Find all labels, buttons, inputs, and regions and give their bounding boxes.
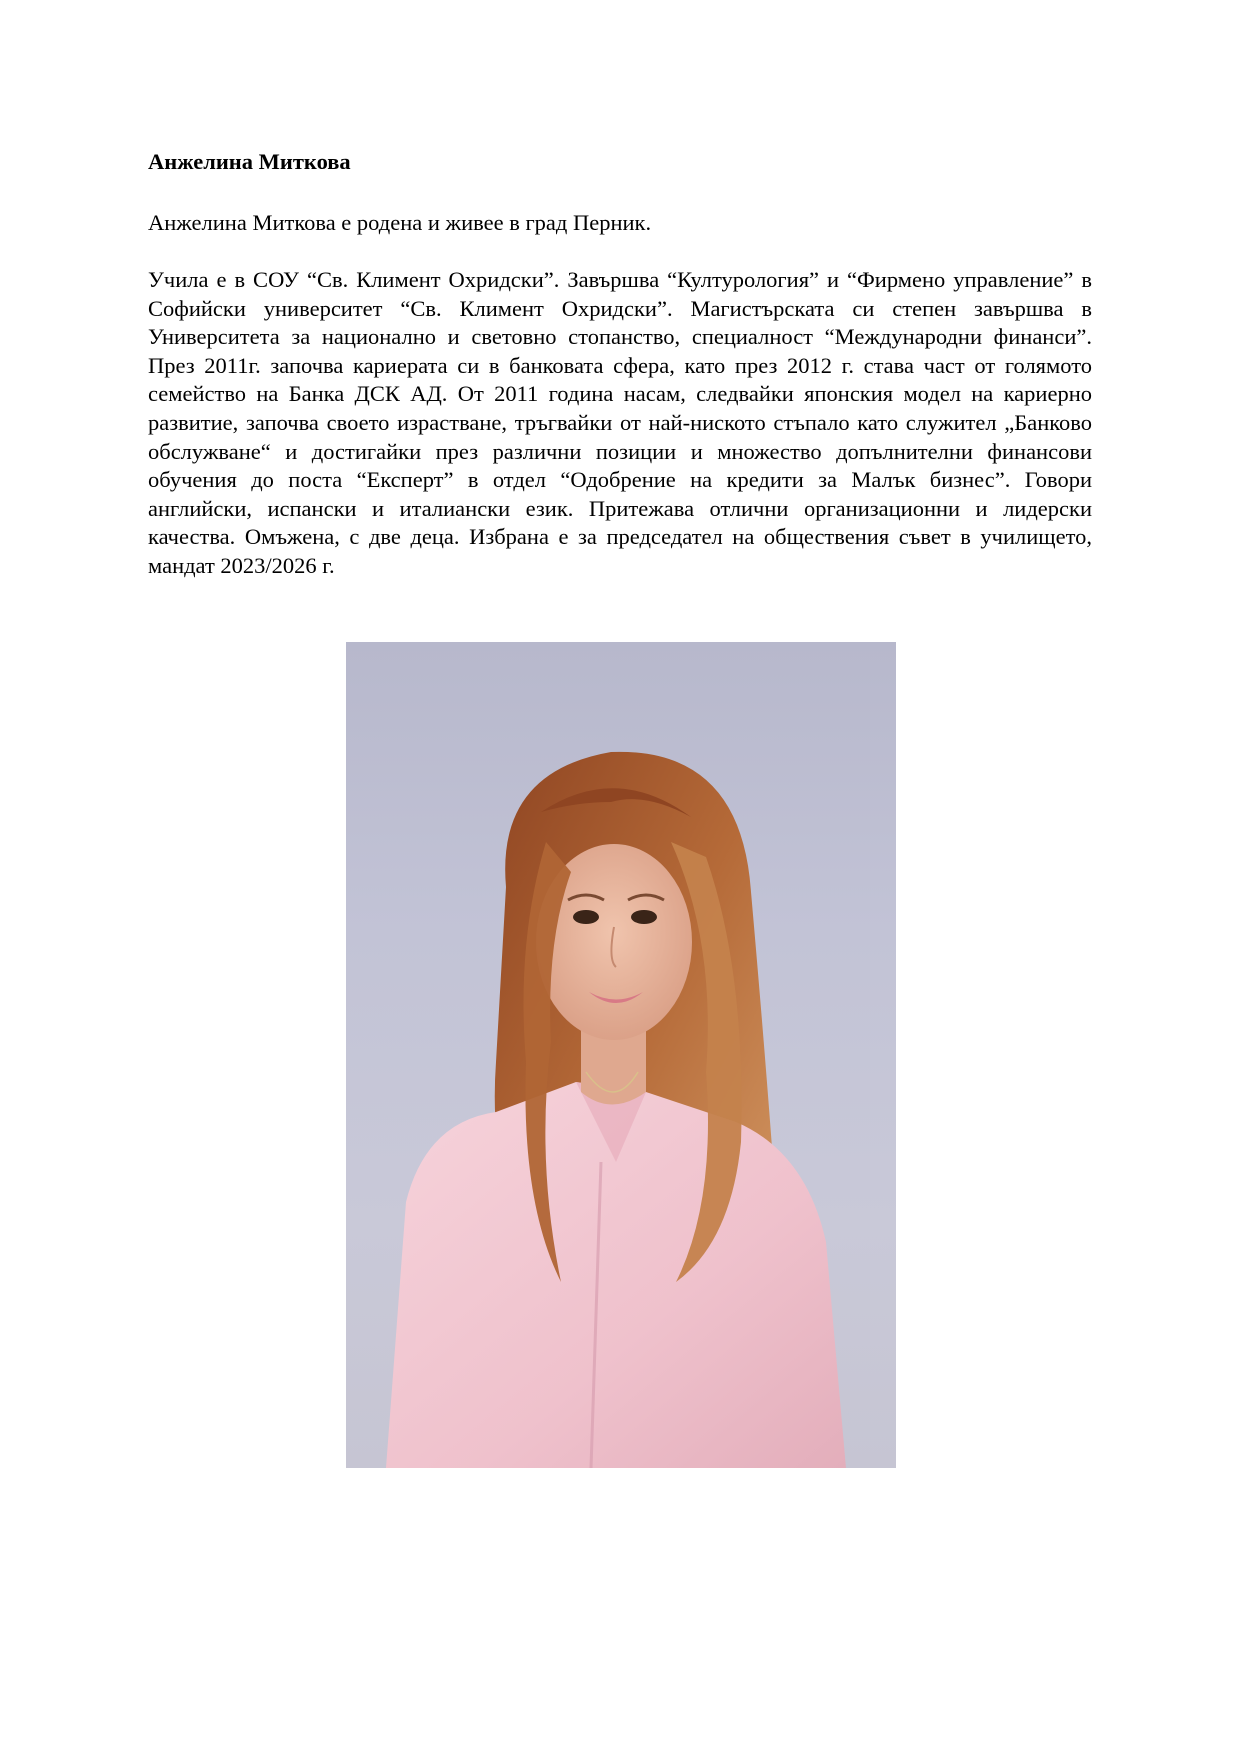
biography-paragraph: Учила е в СОУ “Св. Климент Охридски”. Завършва “Културология” и “Фирмено управление” в Софийски университет “Св. Климент Охридски”. Магистърската си степен завършва в Университета за национално и световно стопанство, специалност “Международни финанси”. През 2011г. започва кариерата си в банковата сфера, като през 2012 г. става част от голямото семейство на Банка ДСК АД. От 2011 година насам, следвайки японския модел на кариерно развитие, започва своето израстване, тръгвайки от най-ниското стъпало като служител „Банково обслужване“ и достигайки през различни позиции и множество допълнителни финансови обучения до поста “Експерт” в отдел “Одобрение на кредити за Малък бизнес”. Говори английски, испански и италиански език. Притежава отлични организационни и лидерски качества. Омъжена, с две деца. Избрана е за председател на обществения съвет в училището, мандат 2023/2026 г. xyxy=(148,267,1092,578)
intro-paragraph: Анжелина Миткова е родена и живее в град Перник. xyxy=(148,210,652,235)
document-title: Анжелина Миткова xyxy=(148,149,351,174)
portrait-photo xyxy=(346,642,896,1468)
